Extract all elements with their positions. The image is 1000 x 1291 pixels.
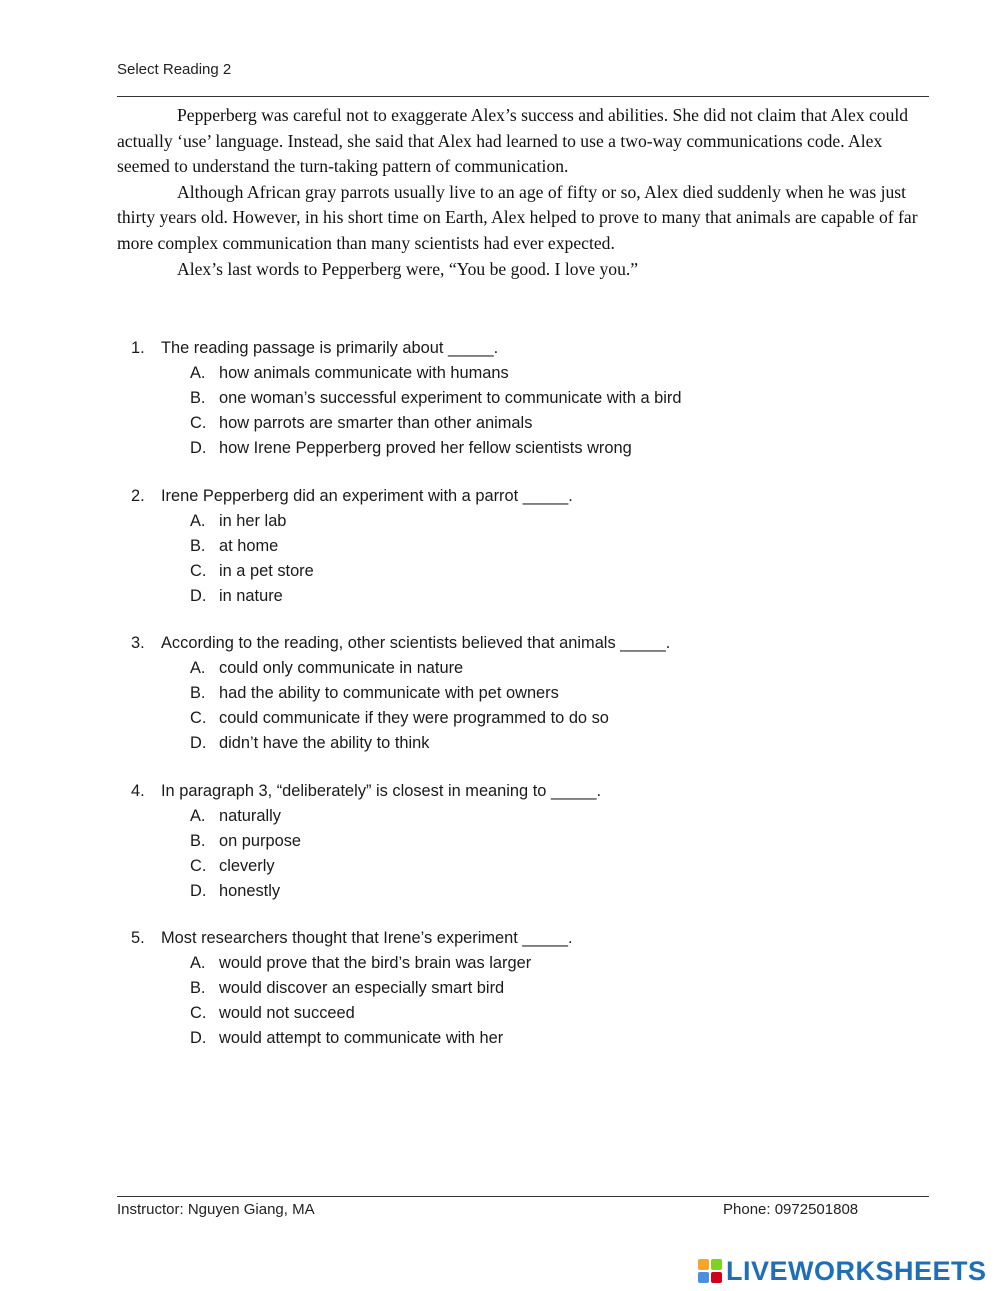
option-letter: D. [190, 586, 207, 605]
answer-option[interactable] [131, 951, 831, 976]
option-text: had the ability to communicate with pet owners [219, 684, 559, 702]
question-text: According to the reading, other scientists believed that animals _____. [161, 634, 671, 652]
option-letter: D. [190, 1029, 207, 1047]
answer-option[interactable] [131, 534, 831, 559]
answer-option[interactable] [131, 559, 831, 584]
option-letter: D. [190, 734, 207, 752]
answer-option[interactable] [131, 656, 831, 681]
option-letter: C. [190, 856, 207, 875]
option-text: naturally [219, 806, 281, 825]
option-letter: A. [190, 806, 206, 825]
question-text: In paragraph 3, “deliberately” is closest in meaning to _____. [161, 781, 602, 800]
option-letter: C. [190, 414, 207, 432]
answer-option[interactable] [131, 411, 831, 436]
option-text: cleverly [219, 856, 275, 875]
question-2 [131, 484, 831, 609]
question-number: 1. [131, 339, 145, 357]
option-text: could communicate if they were programmed to do so [219, 709, 609, 727]
page-header-title: Select Reading 2 [117, 61, 232, 78]
option-letter: B. [190, 831, 206, 850]
answer-option[interactable] [131, 829, 831, 854]
question-text: The reading passage is primarily about _____. [161, 339, 499, 357]
question-number: 5. [131, 929, 145, 947]
footer-divider [117, 1196, 929, 1197]
answer-option[interactable] [131, 731, 831, 756]
option-text: on purpose [219, 831, 302, 850]
option-text: would attempt to communicate with her [219, 1029, 504, 1047]
answer-option[interactable] [131, 976, 831, 1001]
option-text: in her lab [219, 511, 287, 530]
option-letter: C. [190, 1004, 207, 1022]
answer-option[interactable] [131, 584, 831, 609]
option-letter: B. [190, 389, 206, 407]
answer-option[interactable] [131, 436, 831, 461]
answer-option[interactable] [131, 1001, 831, 1026]
option-text: at home [219, 536, 279, 555]
answer-option[interactable] [131, 386, 831, 411]
question-list [131, 336, 831, 1074]
option-letter: B. [190, 979, 206, 997]
option-letter: B. [190, 684, 206, 702]
option-text: in a pet store [219, 561, 314, 580]
liveworksheets-logo-icon [698, 1259, 722, 1283]
option-text: didn’t have the ability to think [219, 734, 430, 752]
option-letter: B. [190, 536, 206, 555]
question-1 [131, 336, 831, 461]
option-letter: D. [190, 881, 207, 900]
phone-number: Phone: 0972501808 [723, 1201, 859, 1218]
answer-option[interactable] [131, 879, 831, 904]
option-text: would prove that the bird’s brain was larger [219, 954, 532, 972]
option-letter: C. [190, 709, 207, 727]
option-text: could only communicate in nature [219, 659, 464, 677]
answer-option[interactable] [131, 361, 831, 386]
option-text: how animals communicate with humans [219, 364, 509, 382]
option-text: one woman’s successful experiment to communicate with a bird [219, 389, 682, 407]
option-letter: A. [190, 511, 206, 530]
passage-paragraph: Alex’s last words to Pepperberg were, “You be good. I love you.” [177, 258, 639, 279]
answer-option[interactable] [131, 706, 831, 731]
option-text: in nature [219, 586, 283, 605]
option-text: how Irene Pepperberg proved her fellow scientists wrong [219, 439, 632, 457]
instructor-name: Instructor: Nguyen Giang, MA [117, 1201, 315, 1218]
question-text: Irene Pepperberg did an experiment with a parrot _____. [161, 486, 573, 505]
answer-option[interactable] [131, 854, 831, 879]
question-3 [131, 631, 831, 756]
answer-option[interactable] [131, 804, 831, 829]
question-text: Most researchers thought that Irene’s experiment _____. [161, 929, 573, 947]
page-footer [117, 1201, 929, 1218]
option-text: would discover an especially smart bird [219, 979, 505, 997]
question-number: 2. [131, 486, 145, 505]
answer-option[interactable] [131, 509, 831, 534]
option-text: honestly [219, 881, 281, 900]
reading-passage [117, 103, 929, 282]
answer-option[interactable] [131, 681, 831, 706]
header-divider [117, 96, 929, 97]
passage-paragraph: Although African gray parrots usually live to an age of fifty or so, Alex died suddenly when he was just thirty years old. However, in his short time on Earth, Alex helped to prove to many that animals are capable of far more complex communication than many scientists had ever expected. [117, 181, 918, 253]
question-number: 4. [131, 781, 145, 800]
option-letter: A. [190, 954, 206, 972]
option-letter: C. [190, 561, 207, 580]
passage-paragraph: Pepperberg was careful not to exaggerate Alex’s success and abilities. She did not claim that Alex could actually ‘use’ language. Instead, she said that Alex had learned to use a two-way communications code. Alex seemed to understand the turn-taking pattern of communication. [117, 105, 909, 177]
option-text: how parrots are smarter than other animals [219, 414, 533, 432]
question-number: 3. [131, 634, 145, 652]
brand-name: LIVEWORKSHEETS [726, 1255, 987, 1286]
question-4 [131, 779, 831, 904]
answer-option[interactable] [131, 1026, 831, 1051]
option-letter: A. [190, 659, 206, 677]
question-5 [131, 926, 831, 1051]
option-text: would not succeed [219, 1004, 355, 1022]
option-letter: D. [190, 439, 207, 457]
liveworksheets-brand[interactable] [698, 1254, 987, 1288]
option-letter: A. [190, 364, 206, 382]
